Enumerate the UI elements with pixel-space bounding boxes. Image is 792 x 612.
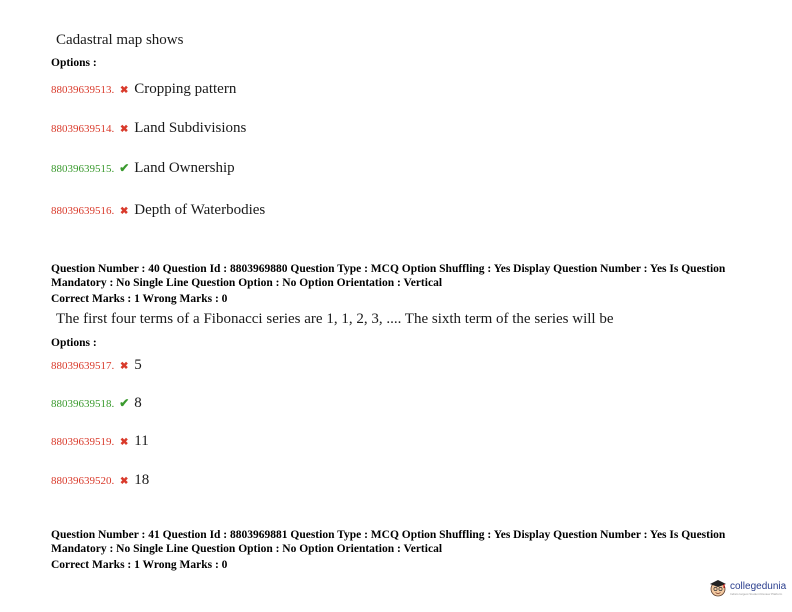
option-item [51,159,235,177]
option-item [51,119,246,137]
option-text: Land Ownership [134,160,235,176]
wrong-mark-icon: ✖ [120,361,129,372]
option-text: 5 [134,357,142,373]
logo-text: collegedunia [730,580,787,592]
question-meta: Question Number : 40 Question Id : 8803969880 Question Type : MCQ Option Shuffling : Yes Display Question Number : Yes Is Question Mandatory : No Single Line Question Option : No Option Orientation : Vertical [51,263,726,289]
check-mark-icon: ✔ [119,396,130,410]
option-text: Cropping pattern [134,81,237,97]
wrong-mark-icon: ✖ [120,85,129,96]
option-id: 88039639517. [51,360,115,372]
option-item [51,356,142,374]
check-mark-icon: ✔ [119,161,130,175]
wrong-mark-icon: ✖ [120,437,129,448]
question-marks: Correct Marks : 1 Wrong Marks : 0 [51,559,228,571]
question-text: The first four terms of a Fibonacci series are 1, 1, 2, 3, .... The sixth term of the series will be [56,311,614,327]
option-item [51,471,149,489]
wrong-mark-icon: ✖ [120,124,129,135]
option-item [51,394,142,412]
options-label: Options : [51,337,97,349]
option-text: Depth of Waterbodies [134,202,266,218]
option-id: 88039639520. [51,475,115,487]
option-text: Land Subdivisions [134,120,247,136]
collegedunia-logo [708,577,786,599]
question-marks: Correct Marks : 1 Wrong Marks : 0 [51,293,228,305]
option-id: 88039639518. [51,398,115,410]
options-label: Options : [51,57,97,69]
option-text: 11 [134,433,149,449]
option-text: 8 [134,395,142,411]
question-meta: Question Number : 41 Question Id : 8803969881 Question Type : MCQ Option Shuffling : Yes Display Question Number : Yes Is Question Mandatory : No Single Line Question Option : No Option Orientation : Vertical [51,529,726,555]
logo-tagline: India's largest Student Review Platform [730,591,783,596]
wrong-mark-icon: ✖ [120,476,129,487]
mascot-icon [708,577,728,599]
option-id: 88039639514. [51,123,115,135]
wrong-mark-icon: ✖ [120,206,129,217]
option-text: 18 [134,472,150,488]
option-id: 88039639519. [51,436,115,448]
option-item [51,201,265,219]
option-item [51,80,236,98]
option-id: 88039639516. [51,205,115,217]
option-item [51,432,149,450]
question-text: Cadastral map shows [56,32,184,48]
option-id: 88039639515. [51,163,115,175]
option-id: 88039639513. [51,84,115,96]
